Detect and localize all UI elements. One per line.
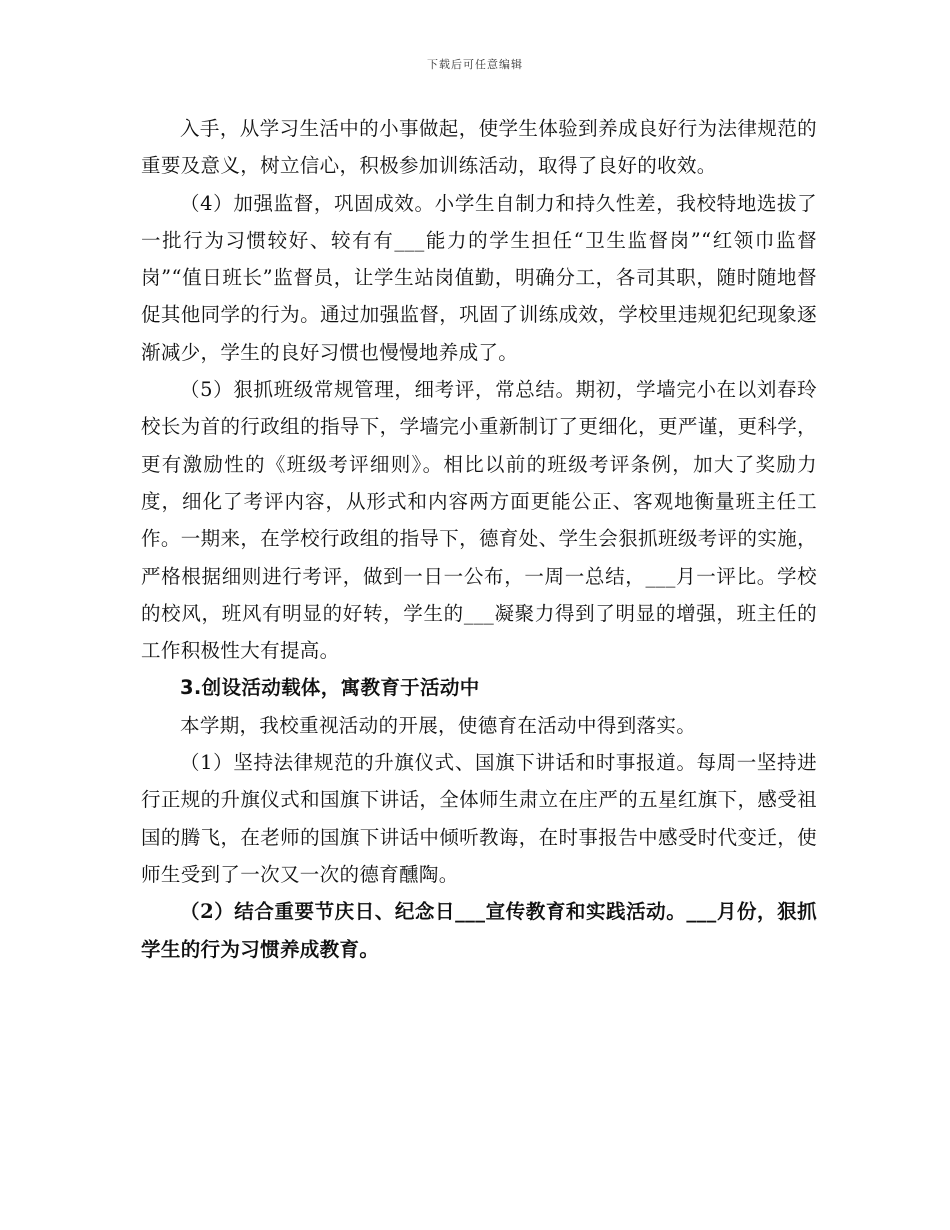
paragraph-flag-ceremony: （1）坚持法律规范的升旗仪式、国旗下讲话和时事报道。每周一坚持进行正规的升旗仪式和国旗下讲话，全体师生肃立在庄严的五星红旗下，感受祖国的腾飞，在老师的国旗下讲话中倾听教诲，在时事报告中感受时代变迁，使师生受到了一次又一次的德育醺陶。 — [141, 751, 817, 886]
paragraph-activities-intro: 本学期，我校重视活动的开展，使德育在活动中得到落实。 — [180, 713, 697, 737]
paragraph-festivals: （2）结合重要节庆日、纪念日___宣传教育和实践活动。___月份，狠抓学生的行为习惯养成教育。 — [141, 900, 817, 961]
document-body — [141, 110, 817, 968]
paragraph-training-results: 入手，从学习生活中的小事做起，使学生体验到养成良好行为法律规范的重要及意义，树立信心，积极参加训练活动，取得了良好的收效。 — [141, 117, 817, 178]
paragraph-class-management: （5）狠抓班级常规管理，细考评，常总结。期初，学墙完小在以刘春玲校长为首的行政组的指导下，学墙完小重新制订了更细化，更严谨，更科学，更有激励性的《班级考评细则》。相比以前的班级考评条例，加大了奖励力度，细化了考评内容，从形式和内容两方面更能公正、客观地衡量班主任工作。一期来，在学校行政组的指导下，德育处、学生会狠抓班级考评的实施，严格根据细则进行考评，做到一日一公布，一周一总结，___月一评比。学校的校风，班风有明显的好转，学生的___凝聚力得到了明显的增强，班主任的工作积极性大有提高。 — [141, 378, 817, 663]
section-heading-activities: 3.创设活动载体，寓教育于活动中 — [180, 676, 480, 700]
page-header: 下载后可任意编辑 — [427, 58, 523, 71]
paragraph-supervision: （4）加强监督，巩固成效。小学生自制力和持久性差，我校特地选拔了一批行为习惯较好、较有有___能力的学生担任“卫生监督岗”“红领巾监督岗”“值日班长”监督员，让学生站岗值勤，明确分工，各司其职，随时随地督促其他同学的行为。通过加强监督，巩固了训练成效，学校里违规犯纪现象逐渐减少，学生的良好习惯也慢慢地养成了。 — [141, 191, 817, 364]
